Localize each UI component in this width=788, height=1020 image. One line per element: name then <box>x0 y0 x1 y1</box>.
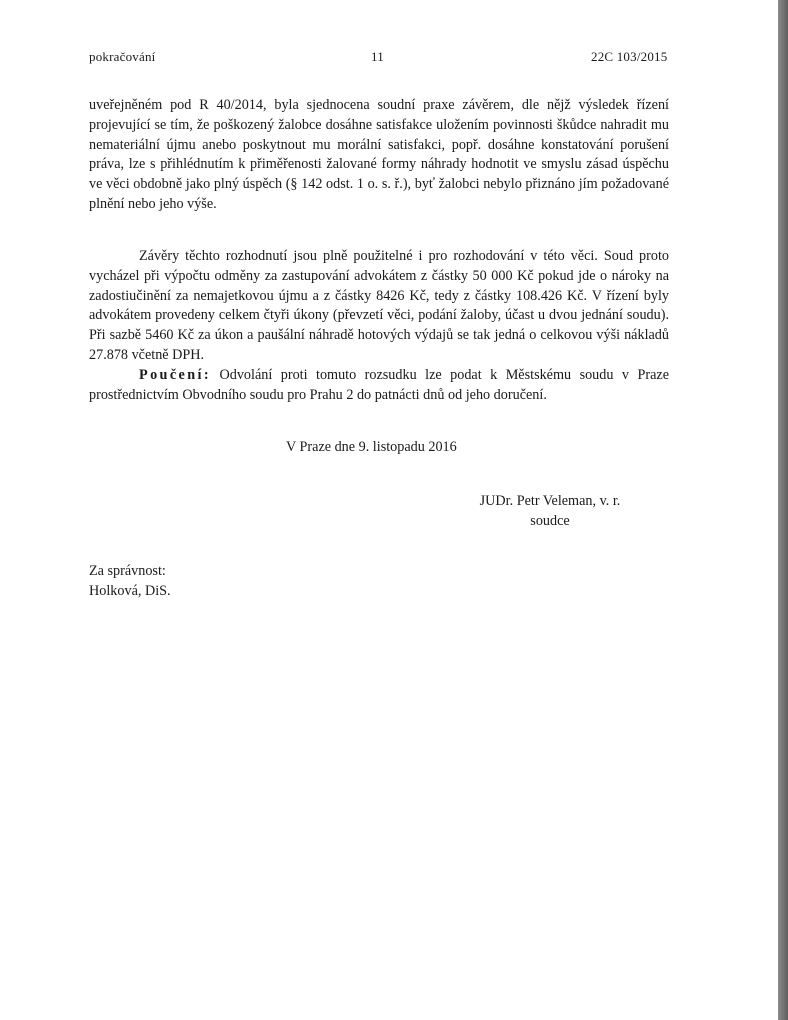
judge-role: soudce <box>530 512 570 529</box>
judge-signature-block <box>462 492 638 532</box>
correctness-name: Holková, DiS. <box>89 582 171 599</box>
continuation-label: pokračování <box>89 49 156 64</box>
case-number: 22C 103/2015 <box>591 49 668 64</box>
viewer-edge <box>778 0 788 1020</box>
instruction-label: Poučení: <box>139 367 212 383</box>
paragraph-2: Závěry těchto rozhodnutí jsou plně použitelné i pro rozhodování v této věci. Soud proto vycházel při výpočtu odměny za zastupování advokátem z částky 50 000 Kč pokud jde o nároky na zadostiučinění za nemajetkovou újmu a z částky 8426 Kč, tedy z částky 108.426 Kč. V řízení byly advokátem provedeny celkem čtyři úkony (převzetí věci, podání žaloby, účast u dvou jednání soudu). Při sazbě 5460 Kč za úkon a paušální náhradě hotových výdajů se tak jedná o celkovou výši nákladů 27.878 včetně DPH. <box>89 248 669 363</box>
instruction-paragraph <box>89 366 669 406</box>
correctness-label: Za správnost: <box>89 563 166 579</box>
correctness-block <box>89 562 171 602</box>
paragraph-1: uveřejněném pod R 40/2014, byla sjednocena soudní praxe závěrem, dle nějž výsledek řízení projevující se tím, že poškozený žalobce dosáhne satisfakce uložením povinnosti škůdce nahradit mu nemateriální újmu anebo poskytnout mu morální satisfakci, popř. dosáhne konstatování porušení práva, lze s přihlédnutím k přiměřenosti žalované formy náhrady hodnotit ve smyslu zásad úspěchu ve věci obdobně jako plný úspěch (§ 142 odst. 1 o. s. ř.), byť žalobci nebylo přiznáno jím požadované plnění nebo jeho výše. <box>89 97 669 212</box>
judge-name: JUDr. Petr Veleman, v. r. <box>479 493 621 509</box>
instruction-text: Odvolání proti tomuto rozsudku lze podat k Městskému soudu v Praze prostřednictvím Obvodního soudu pro Prahu 2 do patnácti dnů od jeho doručení. <box>89 367 669 403</box>
date-line: V Praze dne 9. listopadu 2016 <box>286 439 457 455</box>
page-number: 11 <box>371 49 384 64</box>
